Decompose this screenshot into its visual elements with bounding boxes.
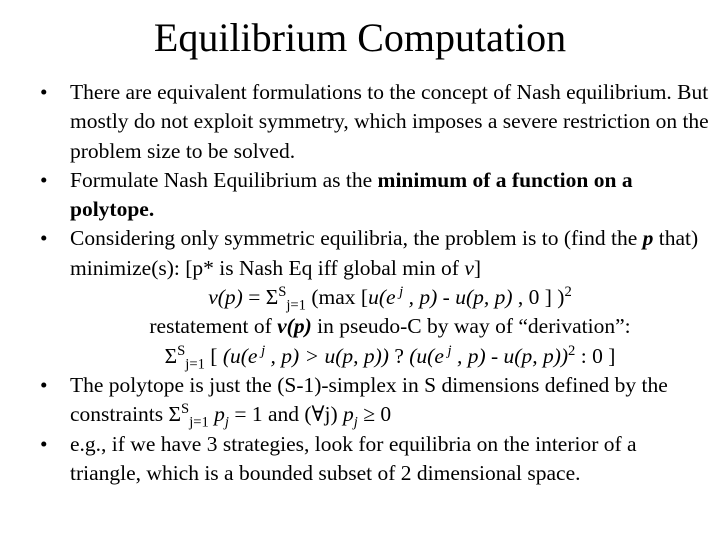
- bullet-3-var-v: v: [464, 255, 474, 280]
- restatement-line: [40, 312, 710, 341]
- b4-sup: S: [181, 401, 190, 418]
- bullet-3-text: Considering only symmetric equilibria, the problem is to (find the: [70, 226, 643, 251]
- eq1-tail: , 0 ] ): [512, 285, 565, 310]
- equation-pseudo-c: [40, 342, 710, 371]
- restate-pre: restatement of: [149, 314, 278, 339]
- b4-pj2: j: [353, 414, 358, 431]
- bullet-marker: •: [40, 80, 48, 104]
- b4-end: ≥ 0: [357, 402, 392, 427]
- restate-v: v(p): [277, 314, 312, 339]
- b4-p1: p: [208, 402, 225, 427]
- eq2-j2: j: [443, 342, 452, 359]
- bullet-2-text: Formulate Nash Equilibrium as the: [70, 167, 378, 192]
- slide-title: Equilibrium Computation: [153, 15, 567, 60]
- bullet-item-4: [40, 371, 710, 430]
- bullet-5-text: e.g., if we have 3 strategies, look for equilibria on the interior of a triangle, which is a bounded subset of 2 dimensional space.: [70, 431, 637, 485]
- sum-symbol: Σ: [168, 402, 182, 427]
- bullet-item-3: [40, 224, 710, 283]
- eq2-question: ?: [388, 343, 410, 368]
- eq2-sup: S: [177, 342, 186, 359]
- eq1-sub: j=1: [286, 297, 306, 314]
- bullet-item-2: [40, 166, 710, 225]
- eq2-open: [: [204, 343, 223, 368]
- eq2-a1: (u(e: [222, 343, 258, 368]
- bullet-item-5: [40, 430, 710, 489]
- bullet-marker: •: [40, 226, 48, 251]
- restate-post: in pseudo-C by way of “derivation”:: [311, 314, 631, 339]
- bullet-3-text-mid: that) minimize(s): [p* is Nash Eq iff global min of: [70, 226, 699, 280]
- bullet-2-bold-text: minimum of a function on a polytope.: [70, 167, 633, 222]
- b4-pj: j: [224, 414, 229, 431]
- b4-sub: j=1: [189, 414, 209, 431]
- eq1-square: 2: [564, 283, 572, 300]
- eq2-square: 2: [568, 342, 576, 359]
- bullet-marker: •: [40, 431, 48, 456]
- bullet-marker: •: [40, 372, 48, 397]
- eq2-a2: , p) > u(p, p)): [265, 343, 389, 368]
- eq2-b2: , p) - u(p, p)): [451, 343, 569, 368]
- bullet-4-text: The polytope is just the (S-1)-simplex in S dimensions defined by the constraints: [70, 372, 668, 427]
- eq1-equals: =: [242, 285, 266, 310]
- bullet-3-var-p: p: [642, 226, 654, 251]
- equation-v: [40, 283, 710, 312]
- b4-mid: = 1 and (∀j): [228, 402, 344, 427]
- bullet-1-text: There are equivalent formulations to the concept of Nash equilibrium. But mostly do not exploit symmetry, which imposes a severe restriction on the problem size to be solved.: [70, 80, 709, 163]
- bullet-item-1: [40, 78, 710, 166]
- eq1-u1: u(e: [368, 285, 396, 310]
- bullet-marker: •: [40, 167, 48, 192]
- bullet-3-text-end: ]: [473, 255, 482, 280]
- eq2-j1: j: [257, 342, 266, 359]
- eq1-open: (max [: [305, 285, 369, 310]
- sum-symbol: Σ: [265, 285, 279, 310]
- eq1-sup: S: [278, 283, 287, 300]
- b4-p2: p: [343, 402, 354, 427]
- slide-body: [40, 78, 710, 488]
- eq1-lhs: v(p): [208, 285, 243, 310]
- eq2-sub: j=1: [185, 355, 205, 372]
- eq1-j: j: [395, 283, 404, 300]
- eq2-tail: : 0 ]: [575, 343, 616, 368]
- sum-symbol: Σ: [164, 343, 178, 368]
- eq1-u1b: , p) - u(p, p): [403, 285, 513, 310]
- eq2-b1: (u(e: [409, 343, 444, 368]
